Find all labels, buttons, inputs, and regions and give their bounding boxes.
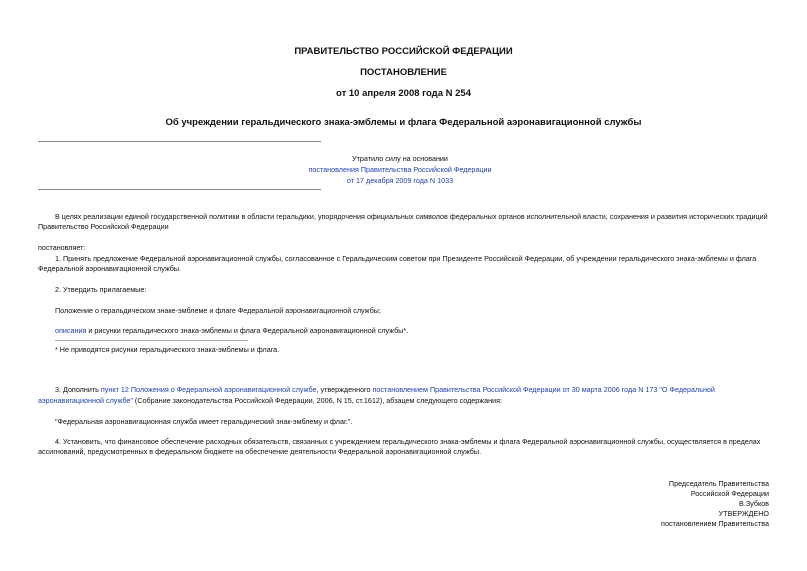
item4-line2: ассигнований, предусмотренных в федеральном бюджете на обеспечение деятельности Федеральной аэронавигационной службы.: [38, 447, 482, 456]
item1-line1: 1. Принять предложение Федеральной аэронавигационной службы, согласованное с Геральдическим советом при Президенте Российской Федерации, об учреждении геральдического знака-эмблемы и флага: [55, 254, 757, 263]
status-note-link[interactable]: постановления Правительства Российской Федерации: [308, 165, 492, 174]
item1-line2: Федеральной аэронавигационной службы.: [38, 264, 182, 273]
signature-title: Председатель Правительства: [668, 479, 769, 488]
item2-text: 2. Утвердить прилагаемые:: [55, 285, 147, 294]
status-note-link-date[interactable]: от 17 декабря 2009 года N 1033: [346, 176, 454, 185]
divider-bottom: [38, 189, 321, 190]
footnote-text: * Не приводятся рисунки геральдического знака-эмблемы и флага.: [55, 345, 280, 354]
descriptions-rest: и рисунки геральдического знака-эмблемы и флага Федеральной аэронавигационной службы*.: [86, 326, 409, 335]
intro-line1: В целях реализации единой государственной политики в области геральдики, упорядочения официальных символов федеральных органов исполнительной власти, сохранения и развития исторических традиций: [55, 212, 768, 221]
approved-regulation-link[interactable]: Положение о геральдическом знаке-эмблеме и флаге Федеральной аэронавигационной службы;: [55, 306, 381, 315]
intro-line2: Правительство Российской Федерации: [38, 222, 169, 231]
item3-resolution-link-cont[interactable]: аэронавигационной службе": [38, 396, 133, 405]
document-title: Об учреждении геральдического знака-эмблемы и флага Федеральной аэронавигационной службы: [165, 117, 642, 128]
divider-top: [38, 141, 321, 142]
item3-line2: [38, 395, 502, 406]
approved-stamp: УТВЕРЖДЕНО: [718, 509, 769, 518]
government-heading: ПРАВИТЕЛЬСТВО РОССИЙСКОЙ ФЕДЕРАЦИИ: [294, 46, 513, 57]
item4-line1: 4. Установить, что финансовое обеспечение расходных обязательств, связанных с учреждением геральдического знака-эмблемы и флага Федеральной аэронавигационной службы, осуществляется в пределах: [55, 437, 761, 446]
item3-start: 3. Дополнить: [55, 385, 101, 394]
document-type: ПОСТАНОВЛЕНИЕ: [360, 67, 447, 78]
descriptions-link[interactable]: описания: [55, 326, 87, 335]
decides-text: постановляет:: [38, 243, 86, 252]
item3-end: (Собрание законодательства Российской Федерации, 2006, N 15, ст.1612), абзацем следующего содержания:: [132, 396, 502, 405]
document-date-number: от 10 апреля 2008 года N 254: [336, 88, 471, 99]
status-note-line1: Утратило силу на основании: [352, 154, 448, 163]
signature-name: В.Зубков: [739, 499, 769, 508]
approved-descriptions: [55, 325, 408, 336]
item3-resolution-link[interactable]: постановлением Правительства Российской Федерации от 30 марта 2006 года N 173 "О Федеральной: [372, 385, 715, 394]
signature-country: Российской Федерации: [690, 489, 769, 498]
item3-line1: [55, 384, 769, 395]
footnote-divider: [55, 340, 248, 341]
approved-by: постановлением Правительства: [661, 519, 769, 528]
item3-quote: "Федеральная аэронавигационная служба имеет геральдический знак-эмблему и флаг.".: [55, 417, 353, 426]
item3-mid: , утвержденного: [316, 385, 373, 394]
item3-regulation-link[interactable]: пункт 12 Положения о Федеральной аэронавигационной службе: [100, 385, 317, 394]
